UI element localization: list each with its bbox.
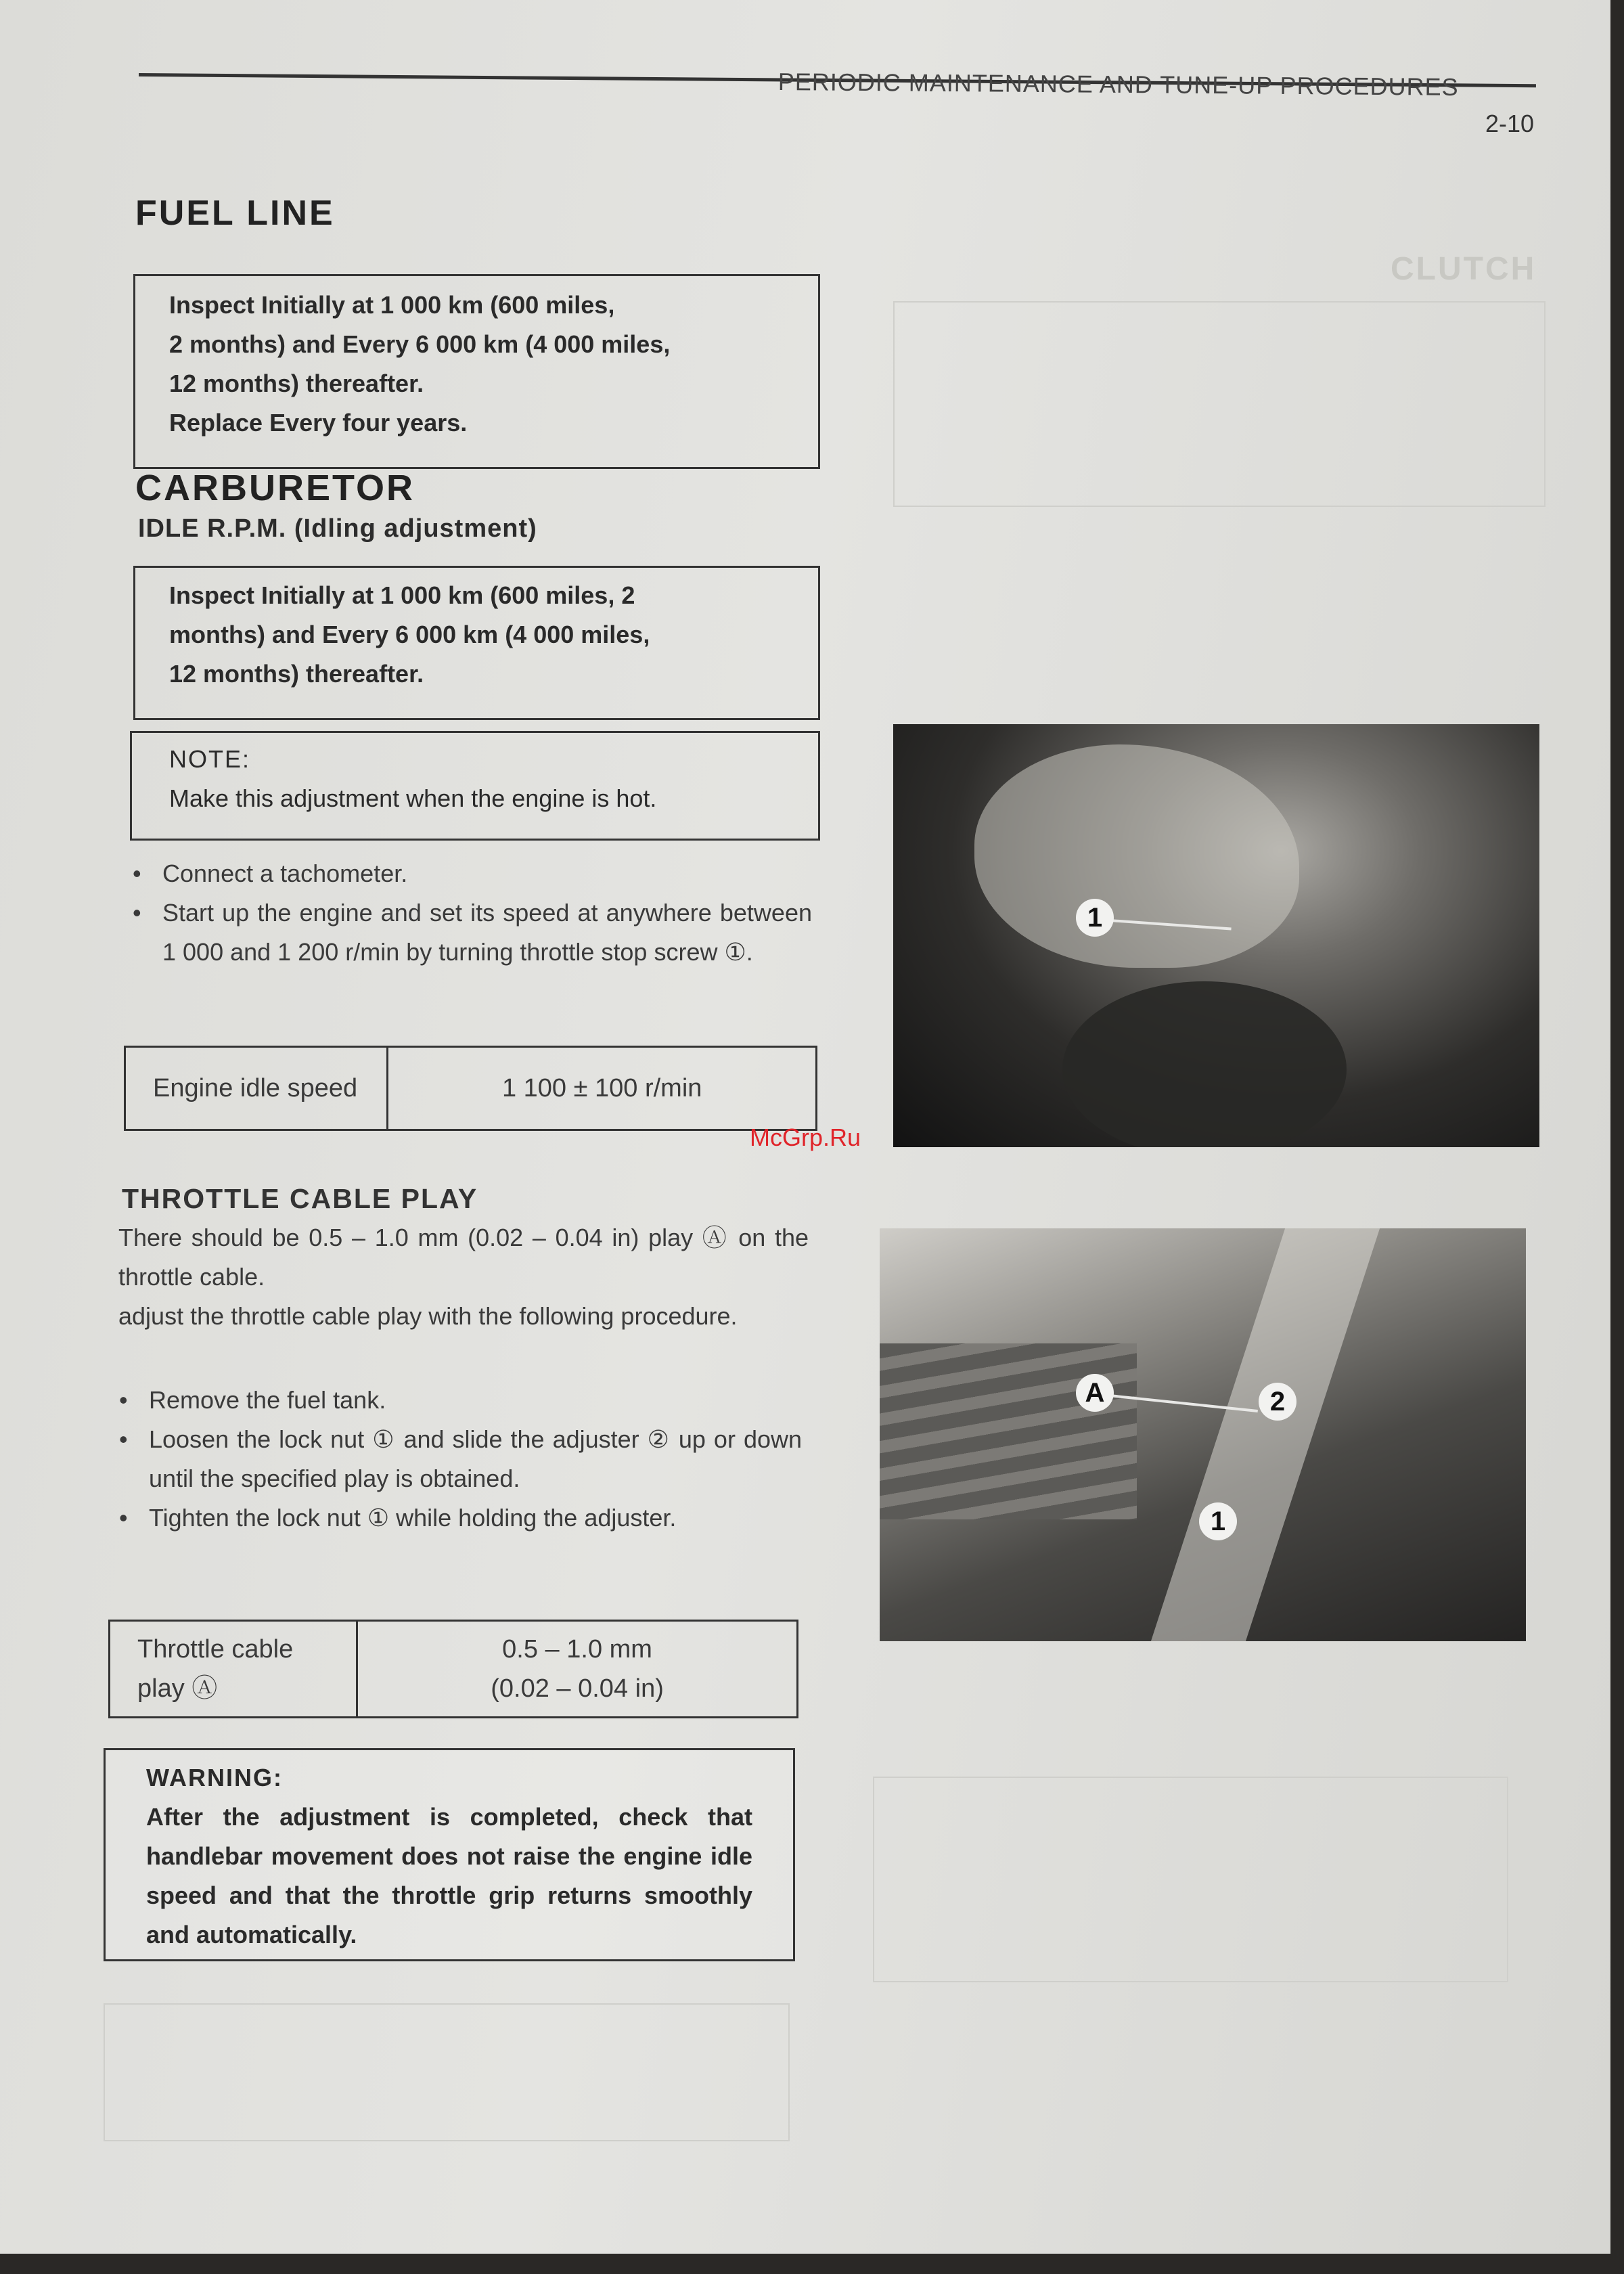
interval-line: 2 months) and Every 6 000 km (4 000 miles, [169,330,671,358]
interval-line: 12 months) thereafter. [169,370,424,397]
list-item: • Start up the engine and set its speed at anywhere between 1 000 and 1 200 r/min by turning throttle stop screw ①. [129,893,812,972]
table-row [110,1621,798,1718]
interval-line: months) and Every 6 000 km (4 000 miles, [169,621,650,648]
carburetor-interval-box [133,566,820,720]
carburetor-title: CARBURETOR [135,468,415,508]
throttle-steps [115,1381,802,1538]
throttle-intro [118,1218,809,1336]
callout-1-icon: 1 [1199,1502,1237,1540]
callout-2-icon: 2 [1259,1383,1296,1421]
spec-label-line: Throttle cable [137,1635,294,1664]
warning-box [104,1748,795,1961]
spec-label: Engine idle speed [125,1047,388,1130]
bleed-through-text: CLUTCH [1391,251,1537,287]
spec-value: 1 100 ± 100 r/min [388,1047,817,1130]
list-item: • Remove the fuel tank. [115,1381,802,1420]
carburetor-steps [129,854,812,972]
spec-value-line: 0.5 – 1.0 mm [502,1635,652,1664]
fuel-line-interval-box [133,274,820,469]
bleed-through-box [873,1777,1508,1982]
engine-case-shape [1062,981,1347,1147]
cable-bundle-shape [880,1343,1137,1519]
interval-line: Inspect Initially at 1 000 km (600 miles, 2 [169,581,635,609]
spec-label [110,1621,357,1718]
callout-1-icon: 1 [1076,899,1114,937]
bleed-through-box [893,301,1546,507]
throttle-play-spec-table [108,1620,798,1718]
fuel-line-title: FUEL LINE [135,194,335,233]
throttle-cable-photo [880,1228,1526,1641]
list-item: • Loosen the lock nut ① and slide the adjuster ② up or down until the specified play is obtained. [115,1420,802,1498]
spec-value [357,1621,798,1718]
warning-text: After the adjustment is completed, check that handlebar movement does not raise the engine idle speed and that the throttle grip returns smoothly and automatically. [146,1803,752,1948]
spec-label-line: play Ⓐ [137,1674,218,1703]
spec-value-line: (0.02 – 0.04 in) [491,1674,664,1703]
intro-text: adjust the throttle cable play with the following procedure. [118,1302,738,1330]
carburetor-photo [893,724,1539,1147]
bleed-through-box [104,2003,790,2141]
interval-line: Replace Every four years. [169,409,468,437]
list-item: • Connect a tachometer. [129,854,812,893]
note-box [130,731,820,841]
carburetor-body-shape [974,744,1299,968]
watermark: McGrp.Ru [750,1123,861,1151]
page-number: 2-10 [1485,110,1535,137]
section-header: PERIODIC MAINTENANCE AND TUNE-UP PROCEDURES [777,68,1459,101]
throttle-cable-title: THROTTLE CABLE PLAY [122,1183,478,1214]
interval-line: Inspect Initially at 1 000 km (600 miles, [169,291,615,319]
warning-title: WARNING: [146,1764,283,1791]
idle-rpm-subtitle: IDLE R.P.M. (Idling adjustment) [138,514,537,543]
interval-line: 12 months) thereafter. [169,660,424,688]
callout-a-icon: A [1076,1374,1114,1412]
list-item: • Tighten the lock nut ① while holding the adjuster. [115,1498,802,1538]
frame-tube-shape [1151,1228,1380,1641]
note-text: Make this adjustment when the engine is hot. [169,784,657,812]
idle-speed-spec-table [124,1046,817,1131]
note-title: NOTE: [169,745,251,773]
table-row [125,1047,817,1130]
intro-text: There should be 0.5 – 1.0 mm (0.02 – 0.04 in) play Ⓐ on the throttle cable. [118,1224,809,1291]
